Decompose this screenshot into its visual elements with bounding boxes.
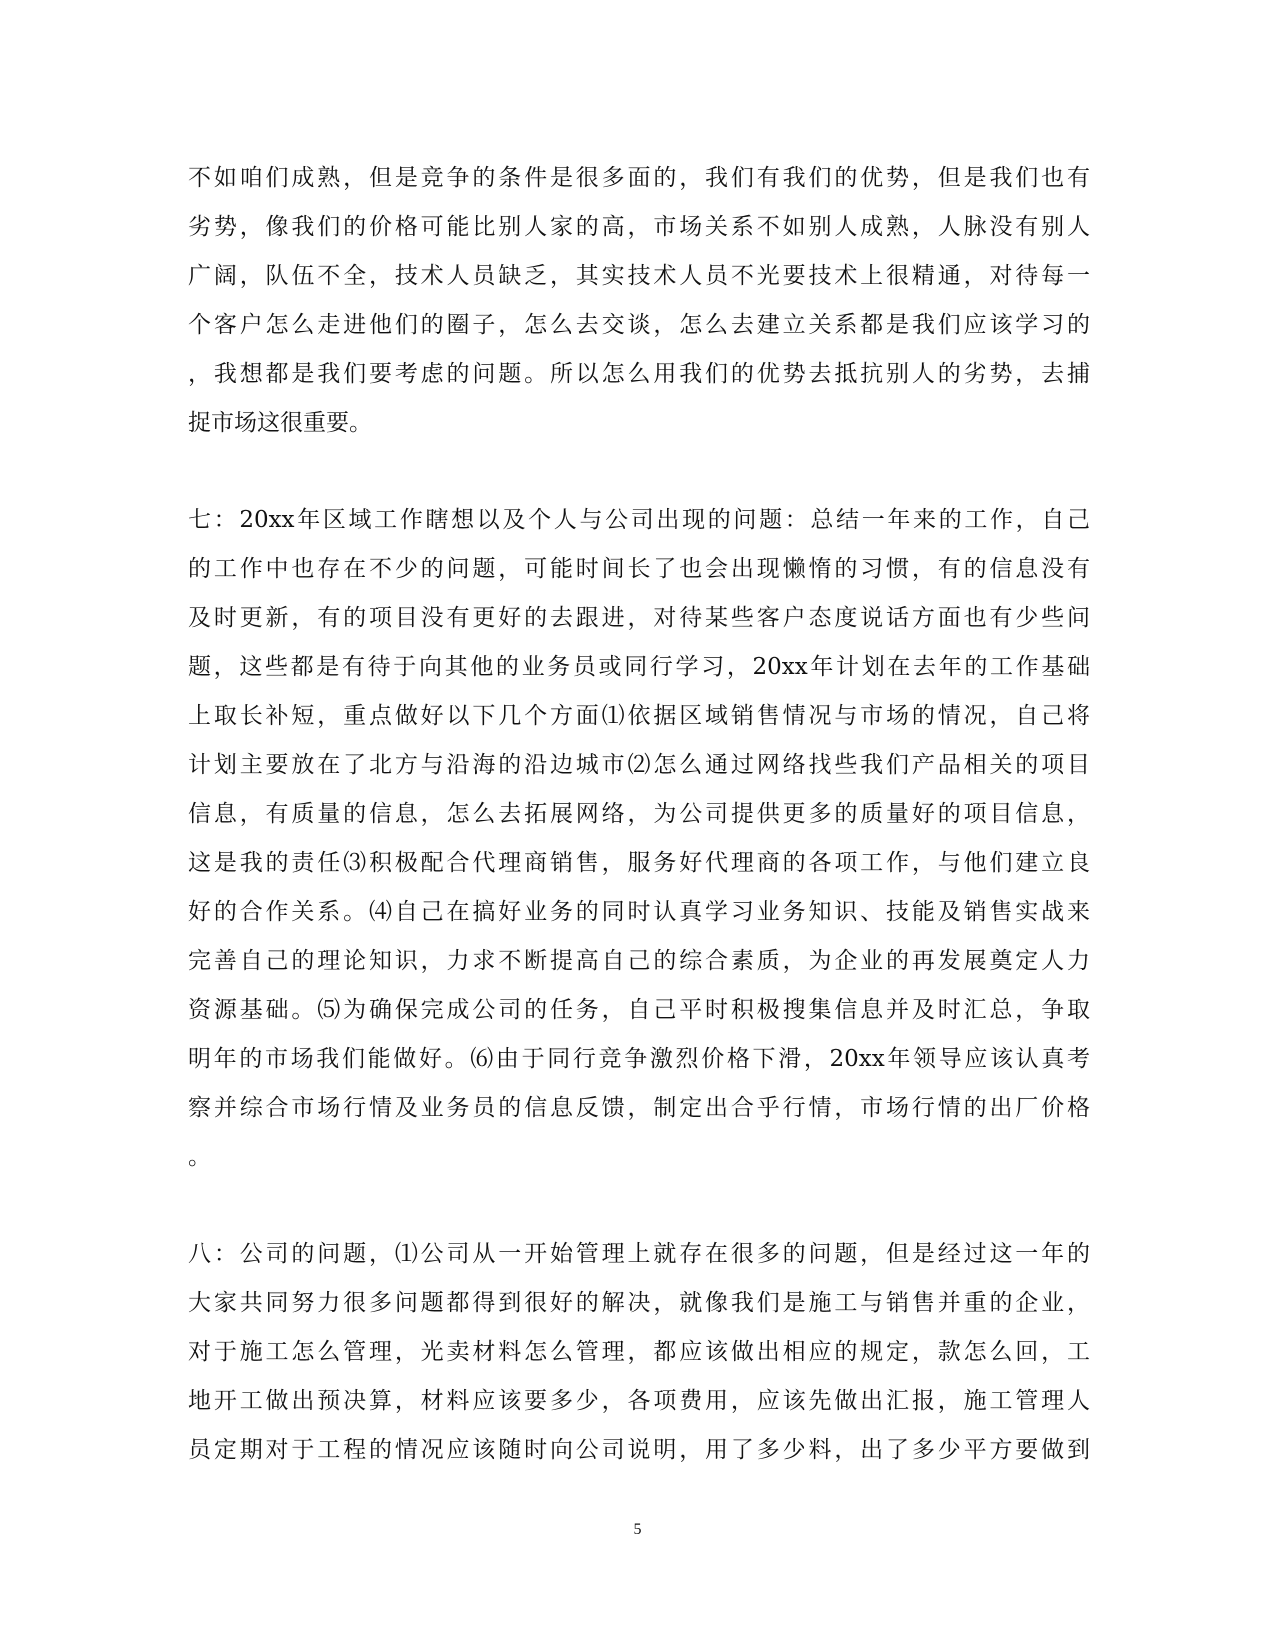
text-line: 不如咱们成熟，但是竞争的条件是很多面的，我们有我们的优势，但是我们也有 bbox=[188, 165, 1090, 191]
text-line: 及时更新，有的项目没有更好的去跟进，对待某些客户态度说话方面也有少些问 bbox=[188, 605, 1090, 631]
paragraph-spacer bbox=[188, 448, 1090, 496]
paragraph-section-seven bbox=[188, 496, 1090, 1182]
text-line: 大家共同努力很多问题都得到很好的解决，就像我们是施工与销售并重的企业， bbox=[188, 1290, 1090, 1316]
text-line: 的工作中也存在不少的问题，可能时间长了也会出现懒惰的习惯，有的信息没有 bbox=[188, 556, 1090, 582]
page-number: 5 bbox=[633, 1521, 642, 1538]
text-line: 七：20xx年区域工作瞎想以及个人与公司出现的问题：总结一年来的工作，自己 bbox=[188, 507, 1090, 533]
text-line: 完善自己的理论知识，力求不断提高自己的综合素质，为企业的再发展奠定人力 bbox=[188, 948, 1090, 974]
text-line: 捉市场这很重要。 bbox=[188, 410, 372, 436]
text-line: 这是我的责任⑶积极配合代理商销售，服务好代理商的各项工作，与他们建立良 bbox=[188, 850, 1090, 876]
paragraph-continued bbox=[188, 154, 1090, 448]
text-line: 个客户怎么走进他们的圈子，怎么去交谈，怎么去建立关系都是我们应该学习的 bbox=[188, 312, 1090, 338]
text-line: ，我想都是我们要考虑的问题。所以怎么用我们的优势去抵抗别人的劣势，去捕 bbox=[188, 361, 1090, 387]
text-line: 信息，有质量的信息，怎么去拓展网络，为公司提供更多的质量好的项目信息， bbox=[188, 801, 1090, 827]
text-line: 八：公司的问题，⑴公司从一开始管理上就存在很多的问题，但是经过这一年的 bbox=[188, 1241, 1090, 1267]
text-line: 察并综合市场行情及业务员的信息反馈，制定出合乎行情，市场行情的出厂价格 bbox=[188, 1095, 1090, 1121]
text-line: 地开工做出预决算，材料应该要多少，各项费用，应该先做出汇报，施工管理人 bbox=[188, 1388, 1090, 1414]
text-line: 题，这些都是有待于向其他的业务员或同行学习，20xx年计划在去年的工作基础 bbox=[188, 654, 1090, 680]
text-line: 资源基础。⑸为确保完成公司的任务，自己平时积极搜集信息并及时汇总，争取 bbox=[188, 997, 1090, 1023]
text-line: 广阔，队伍不全，技术人员缺乏，其实技术人员不光要技术上很精通，对待每一 bbox=[188, 263, 1090, 289]
text-line: 。 bbox=[188, 1144, 211, 1170]
paragraph-spacer bbox=[188, 1182, 1090, 1230]
text-line: 上取长补短，重点做好以下几个方面⑴依据区域销售情况与市场的情况，自己将 bbox=[188, 703, 1090, 729]
text-line: 对于施工怎么管理，光卖材料怎么管理，都应该做出相应的规定，款怎么回，工 bbox=[188, 1339, 1090, 1365]
text-line: 好的合作关系。⑷自己在搞好业务的同时认真学习业务知识、技能及销售实战来 bbox=[188, 899, 1090, 925]
paragraph-section-eight bbox=[188, 1230, 1090, 1475]
text-line: 明年的市场我们能做好。⑹由于同行竞争激烈价格下滑，20xx年领导应该认真考 bbox=[188, 1046, 1090, 1072]
text-line: 计划主要放在了北方与沿海的沿边城市⑵怎么通过网络找些我们产品相关的项目 bbox=[188, 752, 1090, 778]
text-line: 劣势，像我们的价格可能比别人家的高，市场关系不如别人成熟，人脉没有别人 bbox=[188, 214, 1090, 240]
document-body bbox=[188, 154, 1090, 1475]
text-line: 员定期对于工程的情况应该随时向公司说明，用了多少料，出了多少平方要做到 bbox=[188, 1437, 1090, 1463]
